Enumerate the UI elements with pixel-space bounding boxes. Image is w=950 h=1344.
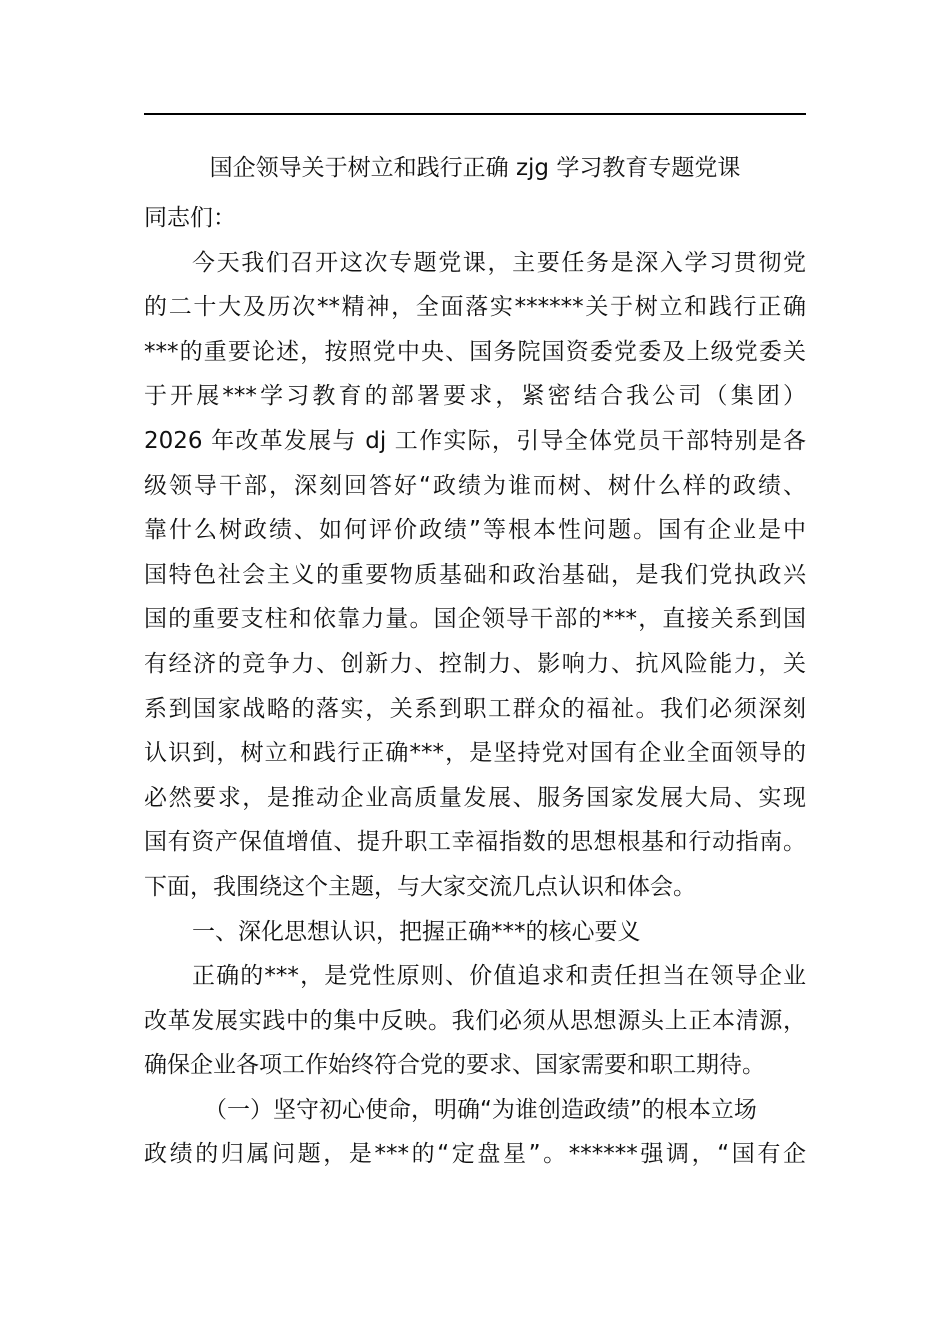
document-body	[144, 196, 806, 1177]
paragraph-line: 政绩的归属问题，是***的“定盘星”。******强调，“国有企	[144, 1141, 806, 1168]
header-rule	[144, 113, 806, 115]
paragraph-line: 系到国家战略的落实，关系到职工群众的福祉。我们必须深刻	[144, 695, 806, 722]
paragraph-line: 国特色社会主义的重要物质基础和政治基础，是我们党执政兴	[144, 561, 806, 588]
paragraph-line: 靠什么树政绩、如何评价政绩”等根本性问题。国有企业是中	[144, 517, 806, 544]
paragraph-line: 国有资产保值增值、提升职工幸福指数的思想根基和行动指南。	[144, 829, 806, 856]
paragraph-line: 2026 年改革发展与 dj 工作实际，引导全体党员干部特别是各	[144, 427, 806, 454]
paragraph-line: ***的重要论述，按照党中央、国务院国资委党委及上级党委关	[144, 338, 806, 365]
paragraph-line: 下面，我围绕这个主题，与大家交流几点认识和体会。	[144, 873, 696, 900]
paragraph-line: 正确的***，是党性原则、价值追求和责任担当在领导企业	[192, 963, 806, 990]
paragraph-line: 必然要求，是推动企业高质量发展、服务国家发展大局、实现	[144, 784, 806, 811]
paragraph-line: 确保企业各项工作始终符合党的要求、国家需要和职工期待。	[144, 1052, 765, 1079]
salutation: 同志们：	[144, 205, 236, 231]
paragraph-line: 国的重要支柱和依靠力量。国企领导干部的***，直接关系到国	[144, 606, 806, 633]
document-title: 国企领导关于树立和践行正确 zjg 学习教育专题党课	[209, 155, 741, 181]
subsection-heading: （一）坚守初心使命，明确“为谁创造政绩”的根本立场	[204, 1096, 757, 1123]
paragraph-line: 今天我们召开这次专题党课，主要任务是深入学习贯彻党	[192, 249, 806, 276]
section-heading: 一、深化思想认识，把握正确***的核心要义	[192, 918, 641, 945]
paragraph-line: 于开展***学习教育的部署要求，紧密结合我公司（集团）	[144, 383, 806, 410]
paragraph-line: 改革发展实践中的集中反映。我们必须从思想源头上正本清源，	[144, 1007, 806, 1034]
paragraph-line: 的二十大及历次**精神，全面落实******关于树立和践行正确	[144, 294, 806, 321]
paragraph-line: 认识到，树立和践行正确***，是坚持党对国有企业全面领导的	[144, 740, 806, 767]
paragraph-line: 级领导干部，深刻回答好“政绩为谁而树、树什么样的政绩、	[144, 472, 806, 499]
paragraph-line: 有经济的竞争力、创新力、控制力、影响力、抗风险能力，关	[144, 650, 806, 677]
